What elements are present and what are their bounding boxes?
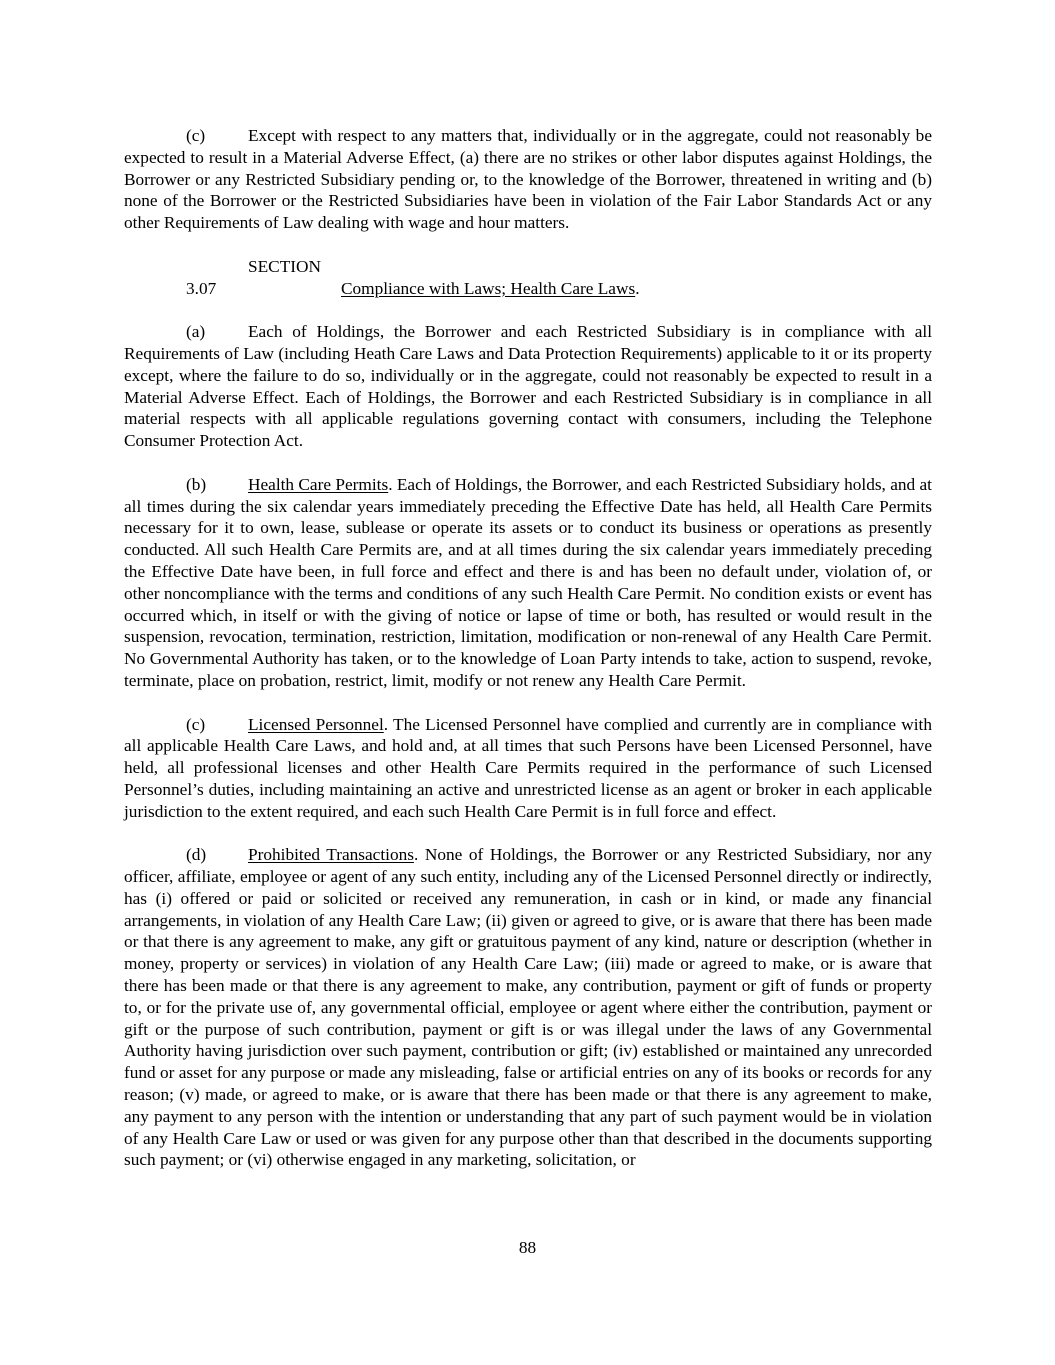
paragraph-marker: (b) <box>186 474 207 494</box>
paragraph-marker: (c) <box>186 714 206 734</box>
section-title-suffix: . <box>635 278 640 298</box>
paragraph-text: . Each of Holdings, the Borrower, and each Restricted Subsidiary holds, and at all times during the six calendar years immediately preceding the Effective Date has held, all Health Care Permits necessary for it to own, lease, sublease or operate its assets or to conduct its business or operations as presently conducted. All such Health Care Permits are, and at all times during the six calendar years immediately preceding the Effective Date have been, in full force and effect and there is and has been no default under, violation of, or other noncompliance with the terms and conditions of any such Health Care Permit. No condition exists or event has occurred which, in itself or with the giving of notice or lapse of time or both, has resulted or would result in the suspension, revocation, termination, restriction, limitation, modification or non-renewal of any Health Care Permit. No Governmental Authority has taken, or to the knowledge of Loan Party intends to take, action to suspend, revoke, terminate, place on probation, restrict, limit, modify or not renew any Health Care Permit. <box>124 474 932 690</box>
section-heading <box>124 256 932 300</box>
paragraph-a-compliance <box>124 321 932 452</box>
paragraph-c-licensed-personnel <box>124 714 932 823</box>
paragraph-c-labor-disputes <box>124 125 932 234</box>
section-number: SECTION 3.07 <box>186 256 321 298</box>
paragraph-title: Licensed Personnel <box>248 714 384 734</box>
paragraph-marker: (a) <box>186 322 206 342</box>
page-number: 88 <box>518 1238 537 1257</box>
paragraph-text: . The Licensed Personnel have complied and currently are in compliance with all applicable Health Care Laws, and hold and, at all times that such Persons have been Licensed Personnel, have held, all professional licenses and other Health Care Permits required in the performance of such Licensed Personnel’s duties, including maintaining an active and unrestricted license as an agent or broker in each applicable jurisdiction to the extent required, and each such Health Care Permit is in full force and effect. <box>124 714 932 821</box>
paragraph-title: Prohibited Transactions <box>248 845 414 865</box>
paragraph-title: Health Care Permits <box>248 474 389 494</box>
paragraph-b-health-care-permits <box>124 474 932 692</box>
section-title: Compliance with Laws; Health Care Laws <box>341 278 636 298</box>
paragraph-text: . None of Holdings, the Borrower or any Restricted Subsidiary, nor any officer, affiliate, employee or agent of any such entity, including any of the Licensed Personnel directly or indirectly, has (i) offered or paid or solicited or received any remuneration, in cash or in kind, or made any financial arrangements, in violation of any Health Care Law; (ii) given or agreed to give, or is aware that there has been made or that there is any agreement to make, any gift or gratuitous payment of any kind, nature or description (whether in money, property or services) in violation of any Health Care Law; (iii) made or agreed to make, or is aware that there has been made or that there is any agreement to make, any contribution, payment or gift of funds or property to, or for the private use of, any governmental official, employee or agent where either the contribution, payment or gift or the purpose of such contribution, payment or gift is or was illegal under the laws of any Governmental Authority having jurisdiction over such payment, contribution or gift; (iv) established or maintained any unrecorded fund or asset for any purpose or made any misleading, false or artificial entries on any of its books or records for any reason; (v) made, or agreed to make, or is aware that there has been made or that there is any agreement to make, any payment to any person with the intention or understanding that any part of such payment would be in violation of any Health Care Law or used or was given for any purpose other than that described in the documents supporting such payment; or (vi) otherwise engaged in any marketing, solicitation, or <box>124 845 933 1170</box>
paragraph-d-prohibited-transactions <box>124 844 932 1171</box>
paragraph-marker: (d) <box>186 845 207 865</box>
document-page <box>124 125 932 1193</box>
paragraph-text: Except with respect to any matters that, individually or in the aggregate, could not reasonably be expected to result in a Material Adverse Effect, (a) there are no strikes or other labor disputes against Holdings, the Borrower or any Restricted Subsidiary pending or, to the knowledge of the Borrower, threatened in writing and (b) none of the Borrower or the Restricted Subsidiaries have been in violation of the Fair Labor Standards Act or any other Requirements of Law dealing with wage and hour matters. <box>124 126 932 233</box>
paragraph-marker: (c) <box>186 126 206 145</box>
paragraph-text: Each of Holdings, the Borrower and each Restricted Subsidiary is in compliance with all Requirements of Law (including Heath Care Laws and Data Protection Requirements) applicable to it or its property except, where the failure to do so, individually or in the aggregate, could not reasonably be expected to result in a Material Adverse Effect. Each of Holdings, the Borrower and each Restricted Subsidiary is in compliance in all material respects with all applicable regulations governing contact with consumers, including the Telephone Consumer Protection Act. <box>124 322 932 451</box>
